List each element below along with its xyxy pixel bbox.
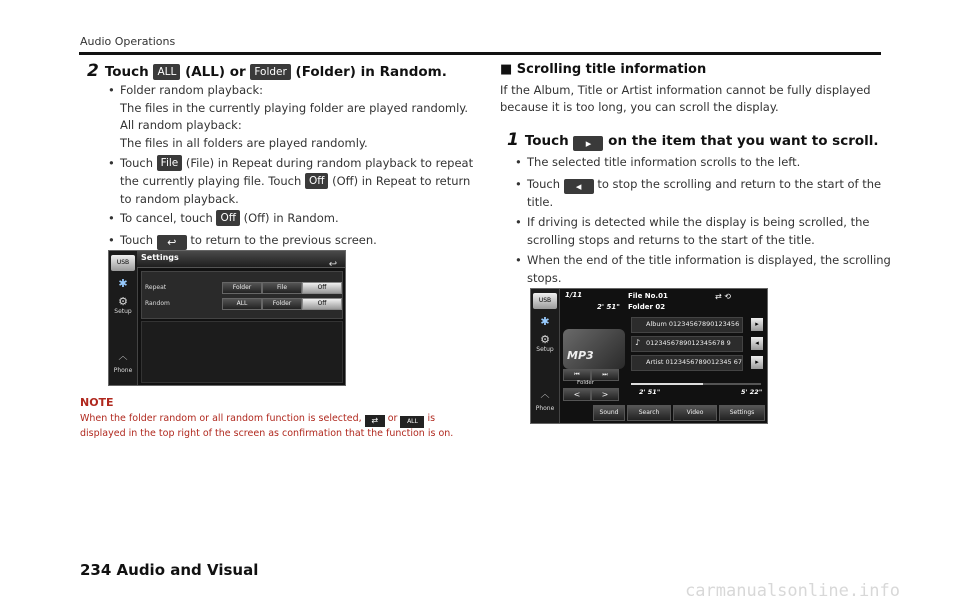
note-line-1: When the folder random or all random function is selected, ⇄ or ALL is [80,412,435,428]
settings-screenshot [108,250,346,386]
bullet-scroll-left: • The selected title information scrolls to the left. [515,155,801,169]
intro-line-1: If the Album, Title or Artist information cannot be fully displayed [500,83,871,97]
gear-icon: ⚙ [118,295,128,308]
title-row: ♪ 0123456789012345678 9 [631,336,743,352]
step-number: 1 [507,130,519,150]
next-track-button[interactable]: ⏭ [591,369,619,381]
folder-name: Folder 02 [628,303,666,311]
random-off-button[interactable]: Off [302,298,342,310]
back-arrow-icon: ↩ [157,235,187,250]
bullet-stop-scroll: • Touch ◂ to stop the scrolling and return to the start of the title. [515,177,882,209]
side-menu [109,251,138,385]
player-screenshot [530,288,768,424]
mp3-label: MP3 [567,349,594,362]
bullet-end: • When the end of the title information is displayed, the scrolling stops. [515,253,891,285]
chevron-up-icon[interactable]: ︿ [540,390,550,400]
repeat-label: Repeat [145,284,167,291]
album-row: Album 01234567890123456 [631,317,743,333]
step-2: 2 Touch ALL (ALL) or Folder (Folder) in Random. [87,61,447,81]
step-number: 2 [87,61,99,81]
all-random-icon: ALL [400,416,424,428]
phone-button[interactable]: Phone [535,405,555,412]
setup-button[interactable]: ⚙ Setup [533,333,557,353]
album-art [563,329,625,369]
random-folder-button[interactable]: Folder [262,298,302,310]
screen-title: Settings [141,253,179,262]
artist-row: Artist 0123456789012345 67 [631,355,743,371]
random-label: Random [145,300,170,307]
off-button-icon: Off [216,210,240,226]
elapsed-top: 2' 51" [597,303,620,311]
gear-icon: ⚙ [540,333,550,346]
off-button-icon: Off [305,173,329,189]
note-heading: NOTE [80,396,114,409]
back-button[interactable]: ↩ [328,259,338,270]
running-header: Audio Operations [80,35,176,48]
progress-fill [631,383,703,385]
bullet-random-modes: • Folder random playback: The files in the currently playing folder are played randomly. All random playback: The files in all folders are played randomly. [108,83,469,150]
repeat-file-button[interactable]: File [262,282,302,294]
repeat-folder-button[interactable]: Folder [222,282,262,294]
file-number: File No.01 [628,292,668,300]
track-count: 1/11 [565,291,583,299]
note-line-2: displayed in the top right of the screen as confirmation that the function is on. [80,428,454,439]
phone-button[interactable]: Phone [113,367,133,374]
usb-button[interactable]: USB [111,255,135,271]
artist-scroll-button[interactable]: ▸ [751,356,763,369]
empty-panel [141,321,343,383]
music-note-icon: ♪ [635,338,641,347]
all-button-icon: ALL [153,64,180,80]
chevron-up-icon[interactable]: ︿ [118,352,128,362]
repeat-off-button[interactable]: Off [302,282,342,294]
folder-button-icon: Folder [250,64,290,80]
intro-line-2: because it is too long, you can scroll the display. [500,100,779,114]
usb-button[interactable]: USB [533,293,557,309]
bullet-driving: • If driving is detected while the display is being scrolled, the scrolling stops and returns to the start of the title. [515,215,870,247]
folder-next-button[interactable]: > [591,388,619,401]
bullet-repeat-file: • Touch File (File) in Repeat during random playback to repeat the currently playing file. Touch Off (Off) in Repeat to return to random playback. [108,156,474,206]
folder-label: Folder [577,380,594,386]
folder-random-icon: ⇄ [365,415,385,427]
bluetooth-icon[interactable]: ✱ [118,277,128,290]
page-footer: 234 Audio and Visual [80,561,259,579]
scroll-stop-icon: ◂ [564,179,594,194]
step-1: 1 Touch ▸ on the item that you want to scroll. [507,130,879,150]
settings-panel [141,271,343,319]
title-bar [137,251,345,268]
header-rule [79,52,881,55]
progress-track [631,383,761,385]
random-all-button[interactable]: ALL [222,298,262,310]
section-title: ■ Scrolling title information [500,62,707,77]
scroll-play-icon: ▸ [573,136,603,151]
previous-track-button[interactable]: ⏮ [563,369,591,381]
time-elapsed: 2' 51" [639,388,661,396]
sound-button[interactable]: Sound [593,405,625,421]
side-menu [531,289,560,423]
watermark: carmanualsonline.info [685,581,900,601]
title-scroll-button[interactable]: ◂ [751,337,763,350]
search-button[interactable]: Search [627,405,671,421]
setup-button[interactable]: ⚙ Setup [111,295,135,315]
bluetooth-icon[interactable]: ✱ [540,315,550,328]
bullet-cancel: • To cancel, touch Off (Off) in Random. [108,211,339,225]
file-button-icon: File [157,155,183,171]
folder-prev-button[interactable]: < [563,388,591,401]
bullet-return: • Touch ↩ to return to the previous screen. [108,233,377,249]
settings-button[interactable]: Settings [719,405,765,421]
video-button[interactable]: Video [673,405,717,421]
album-scroll-button[interactable]: ▸ [751,318,763,331]
random-status-icon: ⇄ ⟲ [715,292,731,301]
time-total: 5' 22" [741,388,763,396]
